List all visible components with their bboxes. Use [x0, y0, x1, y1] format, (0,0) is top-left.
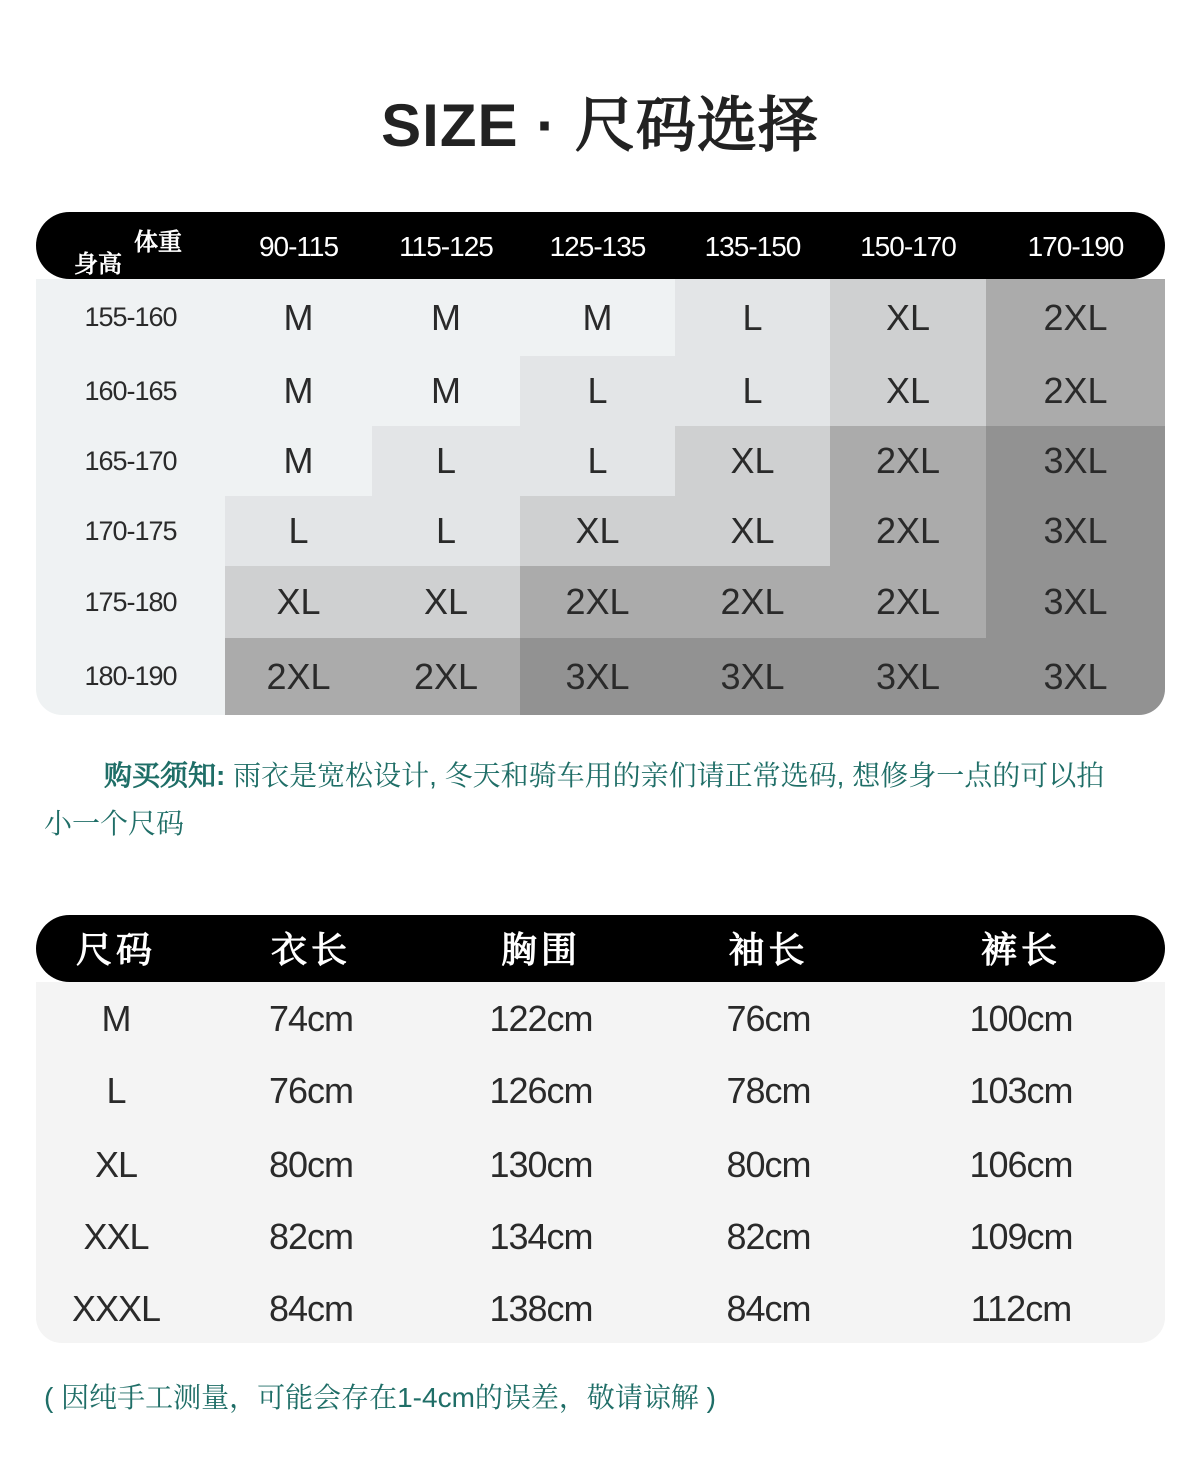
size-cell: 2XL — [830, 496, 986, 566]
size-cell: 2XL — [986, 279, 1165, 356]
measure-value-cell: 82cm — [268, 1216, 354, 1257]
size-cell: M — [225, 356, 372, 426]
weight-axis-label: 体重 — [134, 229, 182, 256]
size-cell: 3XL — [986, 566, 1165, 638]
measure-value-cell: 82cm — [726, 1216, 811, 1257]
measure-value-cell: 109cm — [969, 1216, 1073, 1257]
size-cell: M — [372, 356, 520, 426]
weight-range-header: 150-170 — [860, 231, 956, 262]
size-cell: 2XL — [225, 638, 372, 715]
height-range-label: 180-190 — [84, 661, 177, 691]
size-chart-header — [36, 212, 1165, 279]
size-cell: L — [372, 426, 520, 496]
size-cell: 2XL — [830, 426, 986, 496]
measure-value-cell: 76cm — [268, 1070, 354, 1111]
measure-column-header: 裤长 — [980, 929, 1061, 970]
height-range-label: 155-160 — [84, 302, 177, 332]
size-cell: 3XL — [986, 496, 1165, 566]
size-cell: M — [372, 279, 520, 356]
measure-table-header — [36, 915, 1165, 982]
size-cell: 2XL — [372, 638, 520, 715]
measure-value-cell: 78cm — [726, 1070, 811, 1111]
weight-range-header: 90-115 — [258, 231, 339, 262]
notice-label: 购买须知: — [104, 760, 226, 791]
size-cell: 2XL — [830, 566, 986, 638]
measure-value-cell: 112cm — [970, 1288, 1072, 1329]
height-range-label: 170-175 — [84, 515, 177, 546]
measure-column-header: 衣长 — [270, 929, 351, 970]
size-cell: 3XL — [830, 638, 986, 715]
size-label-cell: XXL — [83, 1216, 149, 1257]
measure-value-cell: 130cm — [489, 1144, 593, 1185]
size-cell: XL — [830, 356, 986, 426]
size-cell: L — [675, 279, 830, 356]
size-cell: 3XL — [520, 638, 675, 715]
height-range-label: 175-180 — [84, 586, 177, 617]
size-cell: XL — [520, 496, 675, 566]
measure-value-cell: 74cm — [268, 998, 354, 1039]
weight-range-header: 170-190 — [1027, 231, 1124, 262]
size-cell: L — [520, 426, 675, 496]
measure-value-cell: 100cm — [969, 998, 1073, 1039]
size-cell: XL — [675, 496, 830, 566]
measure-value-cell: 76cm — [726, 998, 811, 1039]
size-cell: M — [225, 426, 372, 496]
measure-value-cell: 134cm — [489, 1216, 593, 1257]
measure-table-body — [36, 982, 1165, 1343]
page-title: SIZE · 尺码选择 — [381, 92, 819, 159]
size-cell: 2XL — [986, 356, 1165, 426]
measure-value-cell: 80cm — [268, 1144, 354, 1185]
weight-range-header: 115-125 — [399, 231, 493, 262]
measure-value-cell: 122cm — [489, 998, 593, 1039]
size-cell: 3XL — [986, 638, 1165, 715]
measure-value-cell: 80cm — [726, 1144, 811, 1185]
weight-range-header: 125-135 — [549, 231, 646, 262]
size-cell: 3XL — [986, 426, 1165, 496]
measure-column-header: 胸围 — [500, 929, 581, 970]
size-cell: 2XL — [520, 566, 675, 638]
size-cell: M — [520, 279, 675, 356]
height-range-label: 165-170 — [84, 445, 177, 476]
size-cell: L — [225, 496, 372, 566]
notice-text: 雨衣是宽松设计, 冬天和骑车用的亲们请正常选码, 想修身一点的可以拍小一个尺码 — [44, 760, 1105, 839]
measure-column-header: 尺码 — [75, 929, 156, 970]
measure-value-cell: 84cm — [268, 1288, 354, 1329]
size-cell: 2XL — [675, 566, 830, 638]
size-cell: XL — [225, 566, 372, 638]
measure-value-cell: 138cm — [489, 1288, 593, 1329]
measurement-footnote: ( 因纯手工测量，可能会存在1-4cm的误差，敬请谅解 ) — [44, 1382, 717, 1413]
measure-value-cell: 84cm — [726, 1288, 811, 1329]
measure-value-cell: 126cm — [489, 1070, 593, 1111]
size-label-cell: XL — [94, 1144, 138, 1185]
height-axis-label: 身高 — [74, 251, 122, 278]
height-range-label: 160-165 — [84, 375, 177, 406]
size-cell: XL — [675, 426, 830, 496]
size-cell: L — [520, 356, 675, 426]
size-label-cell: XXXL — [71, 1288, 161, 1329]
size-cell: 3XL — [675, 638, 830, 715]
size-cell: XL — [372, 566, 520, 638]
size-label-cell: M — [101, 998, 131, 1039]
size-cell: M — [225, 279, 372, 356]
purchase-notice — [44, 752, 1124, 848]
table-row — [36, 982, 1165, 1052]
size-cell: XL — [830, 279, 986, 356]
weight-range-header: 135-150 — [704, 231, 801, 262]
size-chart-body — [36, 279, 1165, 715]
size-cell: L — [372, 496, 520, 566]
table-row — [36, 1054, 1165, 1124]
size-cell: L — [675, 356, 830, 426]
table-row — [36, 1200, 1165, 1270]
table-row — [36, 1272, 1165, 1342]
measure-column-header: 袖长 — [728, 929, 809, 970]
size-label-cell: L — [106, 1070, 126, 1111]
measure-value-cell: 106cm — [969, 1144, 1073, 1185]
measure-value-cell: 103cm — [969, 1070, 1073, 1111]
table-row — [36, 1128, 1165, 1198]
